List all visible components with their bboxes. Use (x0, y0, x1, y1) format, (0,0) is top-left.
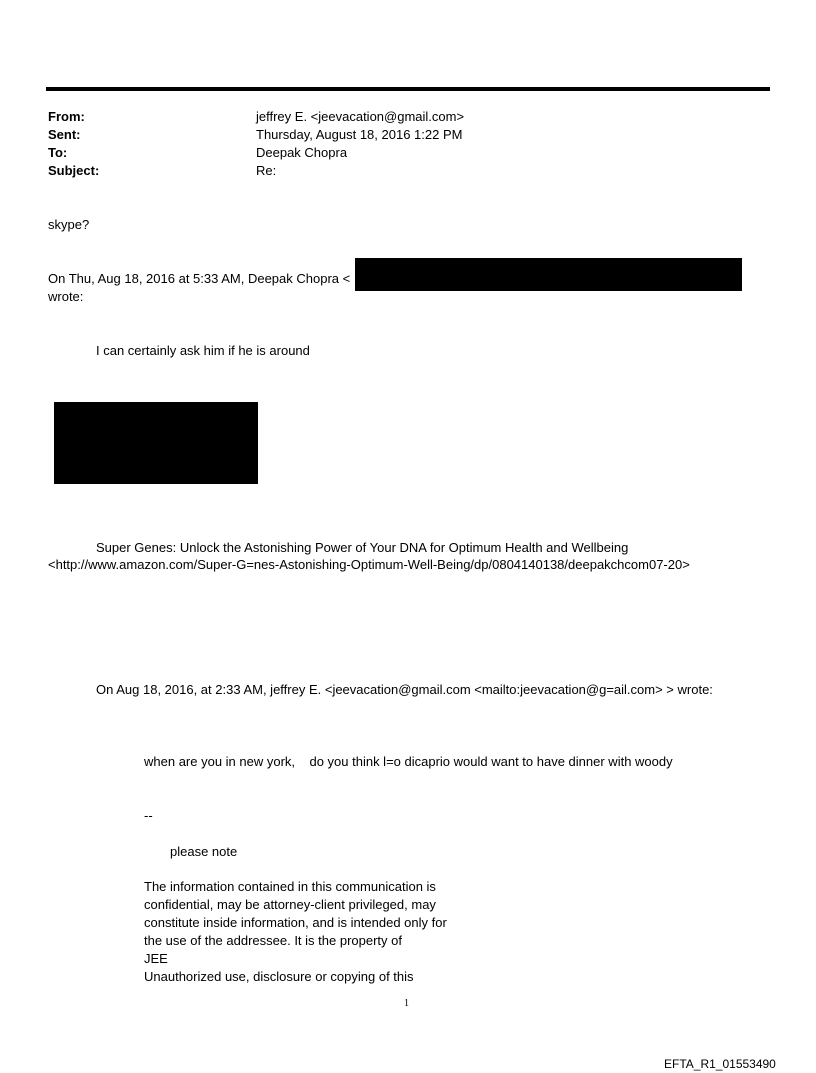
subject-value: Re: (256, 163, 277, 178)
from-label: From: (48, 109, 85, 124)
quote1-text: I can certainly ask him if he is around (96, 343, 310, 358)
page-number: 1 (404, 998, 409, 1009)
redaction-box-email (355, 258, 742, 291)
subject-label: Subject: (48, 163, 100, 178)
disclaimer-line: the use of the addressee. It is the property of (144, 933, 402, 948)
to-value: Deepak Chopra (256, 145, 348, 160)
disclaimer-line: confidential, may be attorney-client privileged, may (144, 897, 436, 912)
reply-text: skype? (48, 217, 90, 232)
disclaimer-line: constitute inside information, and is intended only for (144, 915, 447, 930)
from-value: jeffrey E. <jeevacation@gmail.com> (256, 109, 465, 124)
to-label: To: (48, 145, 68, 160)
header-rule (46, 87, 770, 91)
redaction-box-signature (54, 402, 258, 484)
disclaimer-line: Unauthorized use, disclosure or copying of this (144, 969, 414, 984)
quote1-intro-line1: On Thu, Aug 18, 2016 at 5:33 AM, Deepak Chopra < (48, 271, 351, 286)
document-id-footer: EFTA_R1_01553490 (664, 1057, 776, 1071)
quote2-text: when are you in new york, do you think l=o dicaprio would want to have dinner with woody (144, 754, 673, 769)
quote2-intro: On Aug 18, 2016, at 2:33 AM, jeffrey E. <jeevacation@gmail.com <mailto:jeevacation@g=ail.com> > wrote: (96, 682, 713, 697)
disclaimer-line: JEE (144, 951, 168, 966)
disclaimer-line: The information contained in this communication is (144, 879, 436, 894)
signature-note: please note (170, 844, 238, 859)
sent-label: Sent: (48, 127, 81, 142)
quote1-intro-line2: wrote: (48, 289, 84, 304)
signature-separator: -- (144, 808, 153, 823)
book-link: <http://www.amazon.com/Super-G=nes-Astonishing-Optimum-Well-Being/dp/0804140138/deepakchcom07-20> (48, 557, 690, 572)
sent-value: Thursday, August 18, 2016 1:22 PM (256, 127, 463, 142)
book-title: Super Genes: Unlock the Astonishing Power of Your DNA for Optimum Health and Wellbeing (96, 540, 629, 555)
